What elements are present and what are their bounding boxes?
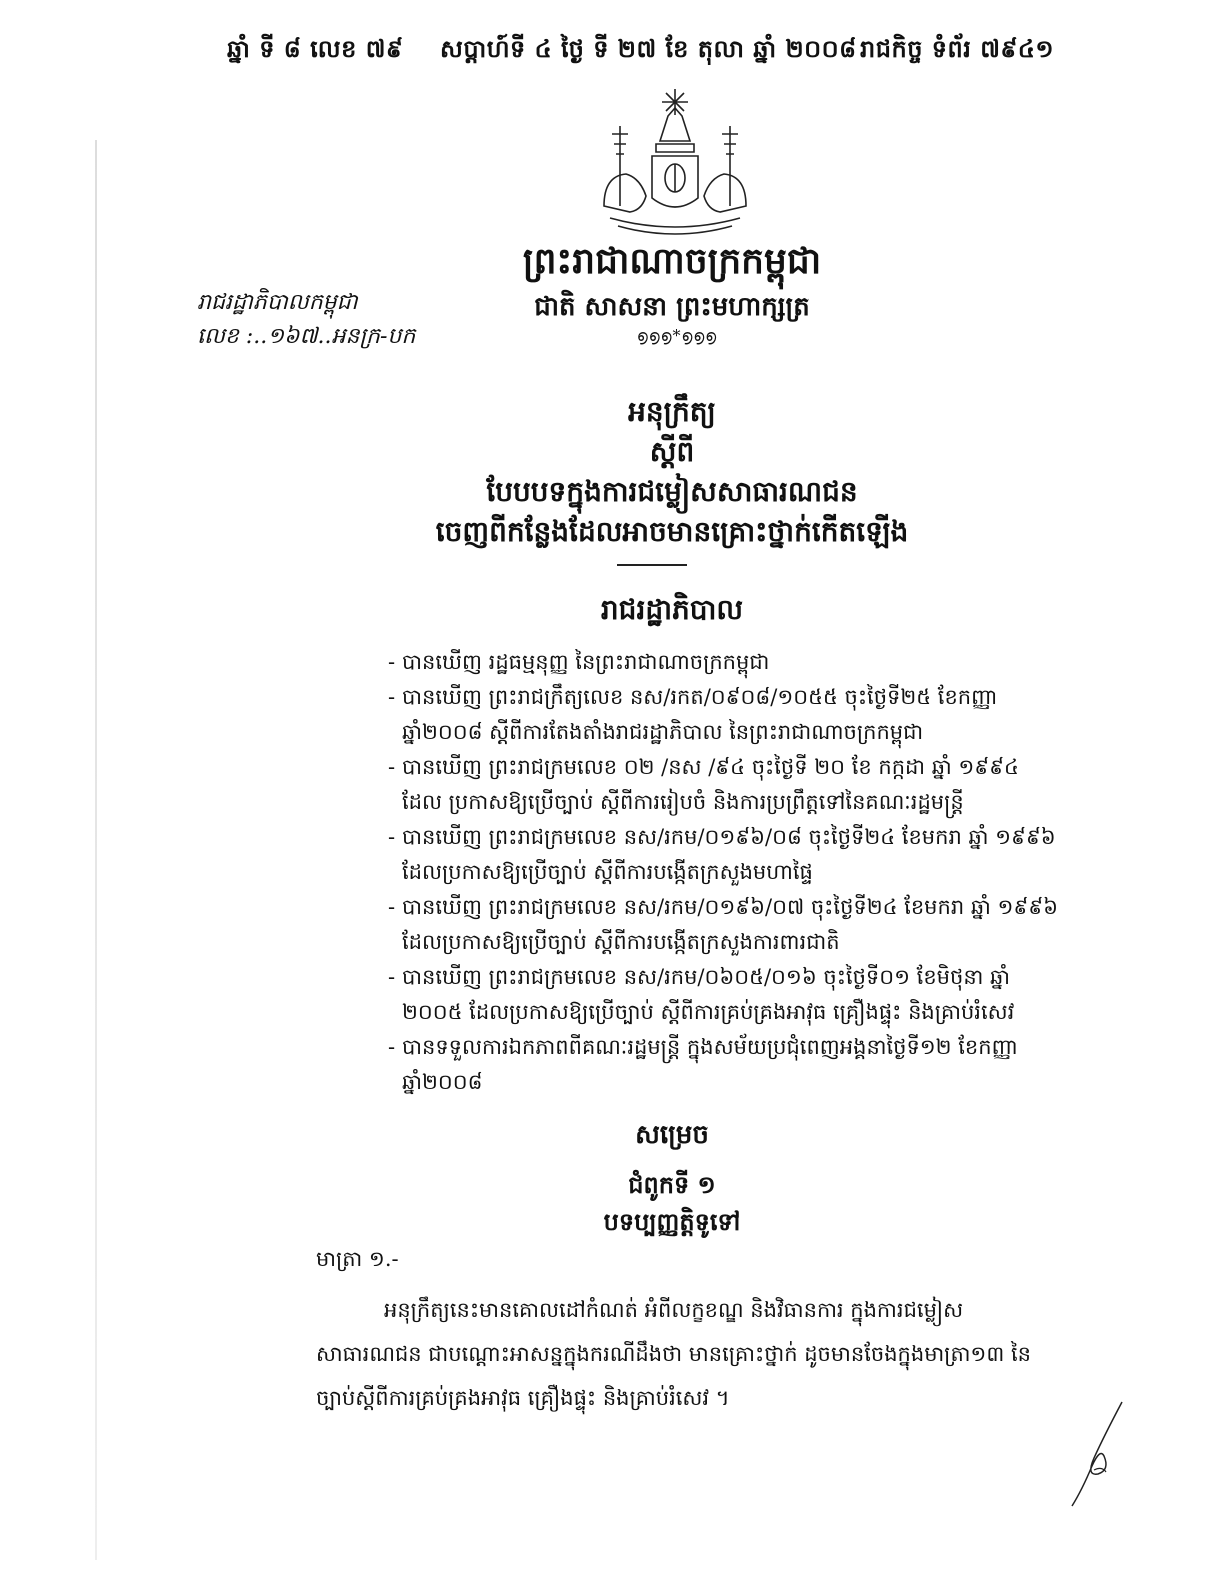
list-item: - បានឃើញ រដ្ឋធម្មនុញ្ញ នៃព្រះរាជាណាចក្រកម្ពុជា (388, 645, 1058, 680)
title-about: ស្តីពី (649, 435, 695, 468)
header-year-issue: ឆ្នាំ ទី ៨ លេខ ៧៩ (227, 34, 404, 63)
clause-text: បានឃើញ ព្រះរាជក្រមលេខ នស/រកម/០១៩៦/០៧ ចុះថ្ងៃទី២៤ ខែមករា ឆ្នាំ ១៩៩៦ ដែលប្រកាសឱ្យប្រើច្បាប់ ស្តីពីការបង្កើតក្រសួងការពារជាតិ (402, 895, 1059, 954)
national-motto: ជាតិ សាសនា ព្រះមហាក្សត្រ (534, 292, 810, 322)
chapter-number: ជំពូកទី ១ (628, 1170, 716, 1199)
article-label: មាត្រា ១.- (316, 1247, 399, 1271)
issuing-office: រាជរដ្ឋាភិបាលកម្ពុជា (197, 290, 358, 315)
header-page-number: រាជកិច្ច ទំព័រ ៧៩៤១ (860, 34, 1055, 63)
list-item: - បានឃើញ ព្រះរាជក្រមលេខ នស/រកម/០៦០៥/០១៦ ចុះថ្ងៃទី០១ ខែមិថុនា ឆ្នាំ ២០០៥ ដែលប្រកាសឱ្យប្រើច្បាប់ ស្តីពីការគ្រប់គ្រងអាវុធ គ្រឿងផ្ទុះ និងគ្រាប់រំសេវ (388, 960, 1058, 1030)
government-heading: រាជរដ្ឋាភិបាល (600, 593, 744, 626)
list-item: - បានឃើញ ព្រះរាជក្រមលេខ នស/រកម/០១៩៦/០៧ ចុះថ្ងៃទី២៤ ខែមករា ឆ្នាំ ១៩៩៦ ដែលប្រកាសឱ្យប្រើច្បាប់ ស្តីពីការបង្កើតក្រសួងការពារជាតិ (388, 890, 1058, 960)
document-type-title: អនុក្រឹត្យ (628, 395, 716, 428)
scan-margin-line (95, 140, 97, 1560)
reference-number: លេខ :..១៦៧..អនក្រ-បក (197, 324, 416, 349)
header-date: សប្តាហ៍ទី ៤ ថ្ងៃ ទី ២៧ ខែ តុលា ឆ្នាំ ២០០៨ (440, 34, 857, 63)
list-item: - បានឃើញ ព្រះរាជក្រឹត្យលេខ នស/រកត/០៩០៨/១០៥៥ ចុះថ្ងៃទី២៥ ខែកញ្ញា ឆ្នាំ២០០៨ ស្តីពីការតែងតាំងរាជរដ្ឋាភិបាល នៃព្រះរាជាណាចក្រកម្ពុជា (388, 680, 1058, 750)
list-item: - បានទទួលការឯកភាពពីគណៈរដ្ឋមន្ត្រី ក្នុងសម័យប្រជុំពេញអង្គនាថ្ងៃទី១២ ខែកញ្ញា ឆ្នាំ២០០៨ (388, 1030, 1058, 1100)
chapter-title: បទប្បញ្ញត្តិទូទៅ (603, 1207, 741, 1236)
clause-text: បានឃើញ រដ្ឋធម្មនុញ្ញ នៃព្រះរាជាណាចក្រកម្ពុជា (402, 650, 770, 674)
list-item: - បានឃើញ ព្រះរាជក្រមលេខ នស/រកម/០១៩៦/០៨ ចុះថ្ងៃទី២៤ ខែមករា ឆ្នាំ ១៩៩៦ ដែលប្រកាសឱ្យប្រើច្បាប់ ស្តីពីការបង្កើតក្រសួងមហាផ្ទៃ (388, 820, 1058, 890)
decorative-ornament: ൭൭൭*൭൭൭ (636, 326, 718, 345)
title-divider (617, 564, 687, 566)
clause-text: បានឃើញ ព្រះរាជក្រមលេខ នស/រកម/០៦០៥/០១៦ ចុះថ្ងៃទី០១ ខែមិថុនា ឆ្នាំ ២០០៥ ដែលប្រកាសឱ្យប្រើច្បាប់ ស្តីពីការគ្រប់គ្រងអាវុធ គ្រឿងផ្ទុះ និងគ្រាប់រំសេវ (402, 965, 1015, 1024)
clause-text: បានឃើញ ព្រះរាជក្រមលេខ នស/រកម/០១៩៦/០៨ ចុះថ្ងៃទី២៤ ខែមករា ឆ្នាំ ១៩៩៦ ដែលប្រកាសឱ្យប្រើច្បាប់ ស្តីពីការបង្កើតក្រសួងមហាផ្ទៃ (402, 825, 1056, 884)
subject-line-1: បែបបទក្នុងការជម្លៀសសាធារណជន (486, 475, 858, 508)
article-text: អនុក្រឹត្យនេះមានគោលដៅកំណត់ អំពីលក្ខខណ្ឌ និងវិធានការ ក្នុងការជម្លៀសសាធារណជន ជាបណ្តោះអាសន្នក្នុងករណីដឹងថា មានគ្រោះថ្នាក់ ដូចមានចែងក្នុងមាត្រា១៣ នៃច្បាប់ស្តីពីការគ្រប់គ្រងអាវុធ គ្រឿងផ្ទុះ និងគ្រាប់រំសេវ ។ (316, 1298, 1031, 1410)
preamble-clauses (388, 645, 1058, 1100)
clause-text: បានឃើញ ព្រះរាជក្រឹត្យលេខ នស/រកត/០៩០៨/១០៥៥ ចុះថ្ងៃទី២៥ ខែកញ្ញា ឆ្នាំ២០០៨ ស្តីពីការតែងតាំងរាជរដ្ឋាភិបាល នៃព្រះរាជាណាចក្រកម្ពុជា (402, 685, 998, 744)
kingdom-name: ព្រះរាជាណាចក្រកម្ពុជា (522, 240, 822, 282)
decision-heading: សម្រេច (635, 1120, 709, 1150)
clause-text: បានឃើញ ព្រះរាជក្រមលេខ ០២ /នស /៩៤ ចុះថ្ងៃទី ២០ ខែ កក្កដា ឆ្នាំ ១៩៩៤ ដែល ប្រកាសឱ្យប្រើច្បាប់ ស្តីពីការរៀបចំ និងការប្រព្រឹត្តទៅនៃគណៈរដ្ឋមន្ត្រី (402, 755, 1019, 814)
list-item: - បានឃើញ ព្រះរាជក្រមលេខ ០២ /នស /៩៤ ចុះថ្ងៃទី ២០ ខែ កក្កដា ឆ្នាំ ១៩៩៤ ដែល ប្រកាសឱ្យប្រើច្បាប់ ស្តីពីការរៀបចំ និងការប្រព្រឹត្តទៅនៃគណៈរដ្ឋមន្ត្រី (388, 750, 1058, 820)
subject-line-2: ចេញពីកន្លែងដែលអាចមានគ្រោះថ្នាក់កើតឡើង (435, 515, 909, 548)
clause-text: បានទទួលការឯកភាពពីគណៈរដ្ឋមន្ត្រី ក្នុងសម័យប្រជុំពេញអង្គនាថ្ងៃទី១២ ខែកញ្ញា ឆ្នាំ២០០៨ (402, 1035, 1018, 1094)
royal-arms-emblem-icon (590, 86, 760, 236)
initials-signature (1064, 1396, 1134, 1508)
